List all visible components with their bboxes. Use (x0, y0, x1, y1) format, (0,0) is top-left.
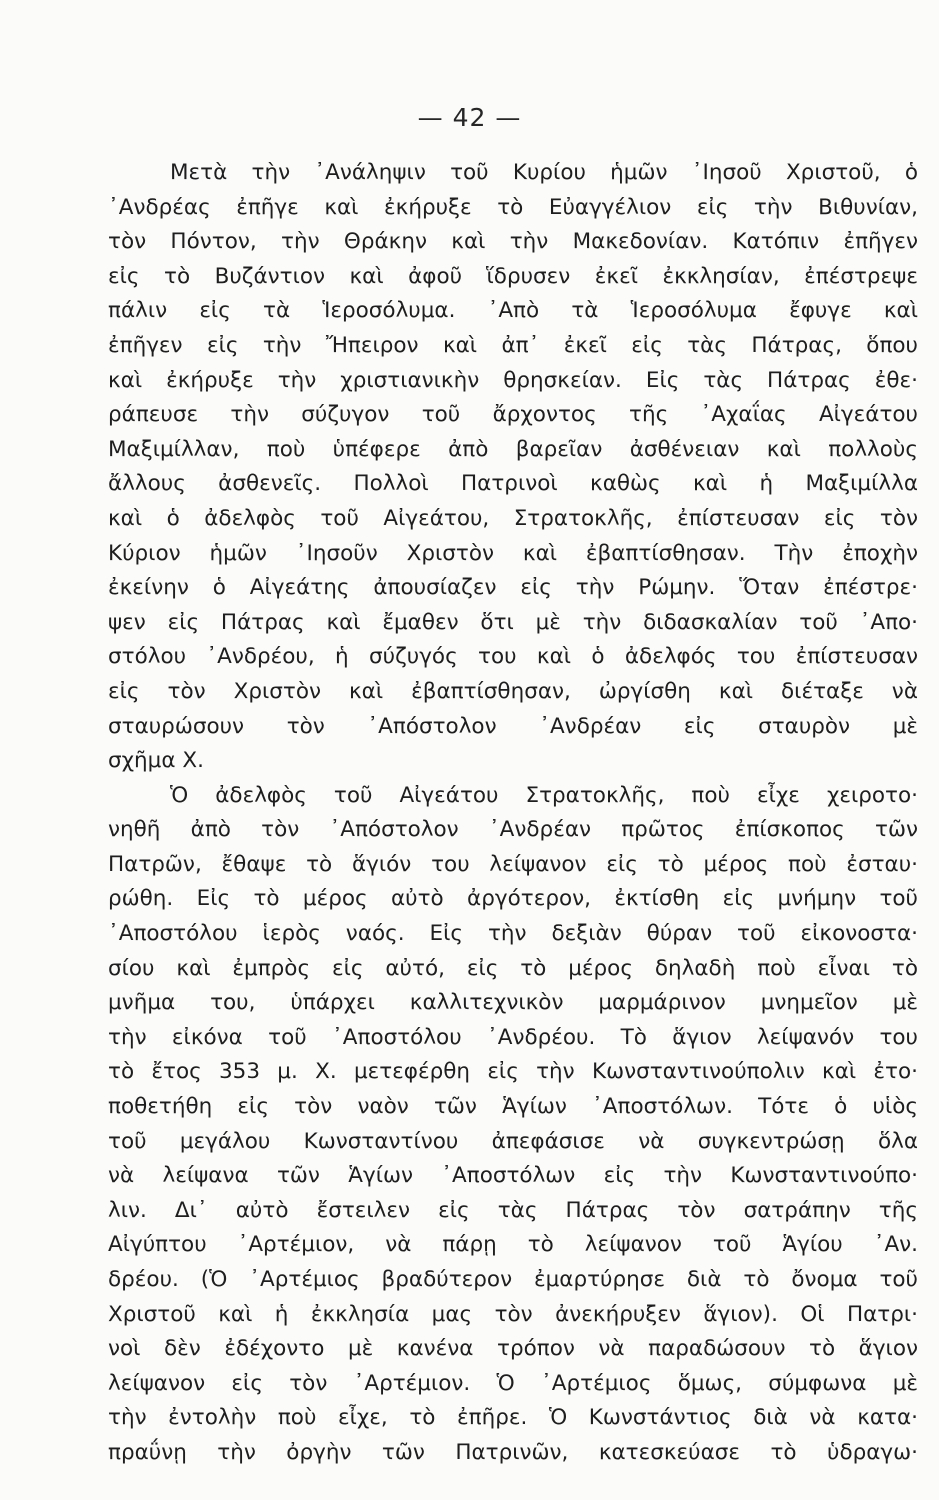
text-line: Μαξιμίλλαν, ποὺ ὑπέφερε ἀπὸ βαρεῖαν ἀσθένειαν καὶ πολλοὺς (108, 436, 918, 462)
text-line: ἐκείνην ὁ Αἰγεάτης ἀπουσίαζεν εἰς τὴν Ρώμην. Ὅταν ἐπέστρε· (108, 575, 918, 601)
text-line: νηθῆ ἀπὸ τὸν ᾿Απόστολον ᾿Ανδρέαν πρῶτος ἐπίσκοπος τῶν (108, 817, 918, 843)
text-line: στόλου ᾿Ανδρέου, ἡ σύζυγός του καὶ ὁ ἀδελφός του ἐπίστευσαν (108, 644, 918, 670)
text-line: ράπευσε τὴν σύζυγον τοῦ ἄρχοντος τῆς ᾿Αχαΐας Αἰγεάτου (108, 402, 918, 428)
text-line: ρώθη. Εἰς τὸ μέρος αὐτὸ ἀργότερον, ἐκτίσθη εἰς μνήμην τοῦ (108, 886, 918, 912)
text-line: μνῆμα του, ὑπάρχει καλλιτεχνικὸν μαρμάρινον μνημεῖον μὲ (108, 990, 918, 1016)
text-line: ψεν εἰς Πάτρας καὶ ἔμαθεν ὅτι μὲ τὴν διδασκαλίαν τοῦ ᾿Απο· (108, 609, 918, 635)
text-line: ᾿Ανδρέας ἐπῆγε καὶ ἐκήρυξε τὸ Εὐαγγέλιον εἰς τὴν Βιθυνίαν, (108, 194, 918, 220)
text-line: ποθετήθη εἰς τὸν ναὸν τῶν Ἁγίων ᾿Αποστόλων. Τότε ὁ υἱὸς (108, 1094, 918, 1120)
text-line: καὶ ἐκήρυξε τὴν χριστιανικὴν θρησκείαν. Εἰς τὰς Πάτρας ἐθε· (108, 367, 918, 393)
text-line: τοῦ μεγάλου Κωνσταντίνου ἀπεφάσισε νὰ συγκεντρώσῃ ὅλα (108, 1128, 918, 1154)
text-line: Μετὰ τὴν ᾿Ανάληψιν τοῦ Κυρίου ἡμῶν ᾿Ιησοῦ Χριστοῦ, ὁ (170, 160, 918, 185)
text-line: καὶ ὁ ἀδελφὸς τοῦ Αἰγεάτου, Στρατοκλῆς, ἐπίστευσαν εἰς τὸν (108, 505, 918, 531)
text-line: σίου καὶ ἐμπρὸς εἰς αὐτό, εἰς τὸ μέρος δηλαδὴ ποὺ εἶναι τὸ (108, 955, 918, 981)
text-line: πραΰνῃ τὴν ὀργὴν τῶν Πατρινῶν, κατεσκεύασε τὸ ὑδραγω· (108, 1439, 918, 1465)
text-line: Πατρῶν, ἔθαψε τὸ ἅγιόν του λείψανον εἰς τὸ μέρος ποὺ ἐσταυ· (108, 851, 918, 877)
text-line: ἄλλους ἀσθενεῖς. Πολλοὶ Πατρινοὶ καθὼς καὶ ἡ Μαξιμίλλα (108, 471, 918, 497)
text-line: εἰς τὸν Χριστὸν καὶ ἐβαπτίσθησαν, ὠργίσθη καὶ διέταξε νὰ (108, 678, 918, 704)
text-line: εἰς τὸ Βυζάντιον καὶ ἀφοῦ ἵδρυσεν ἐκεῖ ἐκκλησίαν, ἐπέστρεψε (108, 263, 918, 289)
text-line: τὸν Πόντον, τὴν Θράκην καὶ τὴν Μακεδονίαν. Κατόπιν ἐπῆγεν (108, 229, 918, 255)
text-line: πάλιν εἰς τὰ Ἱεροσόλυμα. ᾿Απὸ τὰ Ἱεροσόλυμα ἔφυγε καὶ (108, 298, 918, 324)
text-line: ἐπῆγεν εἰς τὴν Ἤπειρον καὶ ἀπ᾿ ἐκεῖ εἰς τὰς Πάτρας, ὅπου (108, 332, 918, 358)
text-line: τὸ ἔτος 353 μ. Χ. μετεφέρθη εἰς τὴν Κωνσταντινούπολιν καὶ ἐτο· (108, 1059, 918, 1085)
text-line: λείψανον εἰς τὸν ᾿Αρτέμιον. Ὁ ᾿Αρτέμιος ὅμως, σύμφωνα μὲ (108, 1370, 918, 1396)
text-line: Αἰγύπτου ᾿Αρτέμιον, νὰ πάρῃ τὸ λείψανον τοῦ Ἁγίου ᾿Αν. (108, 1232, 918, 1258)
text-line: δρέου. (Ὁ ᾿Αρτέμιος βραδύτερον ἐμαρτύρησε διὰ τὸ ὄνομα τοῦ (108, 1267, 918, 1292)
text-line: τὴν εἰκόνα τοῦ ᾿Αποστόλου ᾿Ανδρέου. Τὸ ἅγιον λείψανόν του (108, 1024, 918, 1050)
text-line: νοὶ δὲν ἐδέχοντο μὲ κανένα τρόπον νὰ παραδώσουν τὸ ἅγιον (108, 1336, 918, 1362)
text-line: ᾿Αποστόλου ἱερὸς ναός. Εἰς τὴν δεξιὰν θύραν τοῦ εἰκονοστα· (108, 921, 918, 947)
text-line: νὰ λείψανα τῶν Ἁγίων ᾿Αποστόλων εἰς τὴν Κωνσταντινούπο· (108, 1163, 918, 1189)
text-line: Χριστοῦ καὶ ἡ ἐκκλησία μας τὸν ἀνεκήρυξεν ἅγιον). Οἱ Πατρι· (108, 1301, 918, 1327)
body-text (108, 156, 918, 1471)
text-line: σταυρώσουν τὸν ᾿Απόστολον ᾿Ανδρέαν εἰς σταυρὸν μὲ (108, 713, 918, 739)
text-line: σχῆμα Χ. (108, 748, 204, 774)
text-line: Ὁ ἀδελφὸς τοῦ Αἰγεάτου Στρατοκλῆς, ποὺ εἶχε χειροτο· (170, 782, 918, 808)
text-line: λιν. Δι᾿ αὐτὸ ἔστειλεν εἰς τὰς Πάτρας τὸν σατράπην τῆς (108, 1197, 918, 1223)
page-number: — 42 — (417, 103, 522, 132)
text-line: Κύριον ἡμῶν ᾿Ιησοῦν Χριστὸν καὶ ἐβαπτίσθησαν. Τὴν ἐποχὴν (108, 540, 918, 566)
text-line: τὴν ἐντολὴν ποὺ εἶχε, τὸ ἐπῆρε. Ὁ Κωνστάντιος διὰ νὰ κατα· (108, 1405, 918, 1431)
